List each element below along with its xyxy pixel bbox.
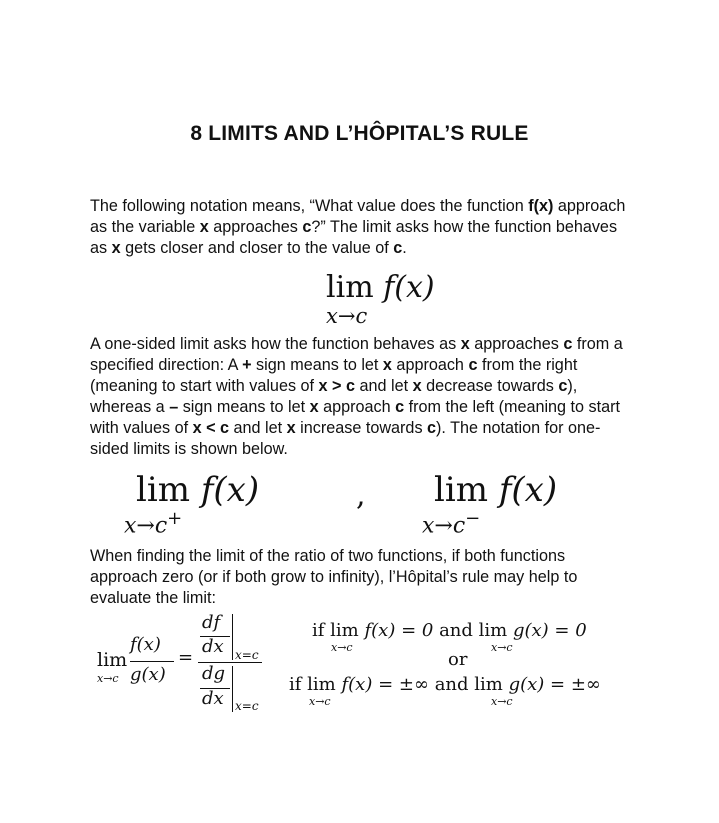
condition-infinity: if lim f(x) = ±∞ and lim g(x) = ±∞: [289, 674, 601, 695]
intro-paragraph: The following notation means, “What value does the function f(x) approach as the variable x approaches c?” The limit asks how the function behaves as x gets closer and closer to the value of c.: [90, 197, 626, 257]
condition-zero: if lim f(x) = 0 and lim g(x) = 0: [312, 620, 587, 641]
page-title: 8 LIMITS AND L’HÔPITAL’S RULE: [190, 122, 529, 145]
right-limit: lim f(x): [136, 470, 260, 510]
left-limit: lim f(x): [434, 470, 558, 510]
lhopital-paragraph: When finding the limit of the ratio of two functions, if both functions approach zero (or if both grow to infinity), l’Hôpital’s rule may help to evaluate the limit:: [90, 547, 578, 607]
one-sided-paragraph: A one-sided limit asks how the function behaves as x approaches c from a specified direction: A + sign means to let x approach c from the right (meaning to start with values of x > c and let x decrease towards c), whereas a – sign means to let x approach c from the left (meaning to start with values of x < c and let x increase towards c). The notation for one-sided limits is shown below.: [90, 335, 623, 458]
